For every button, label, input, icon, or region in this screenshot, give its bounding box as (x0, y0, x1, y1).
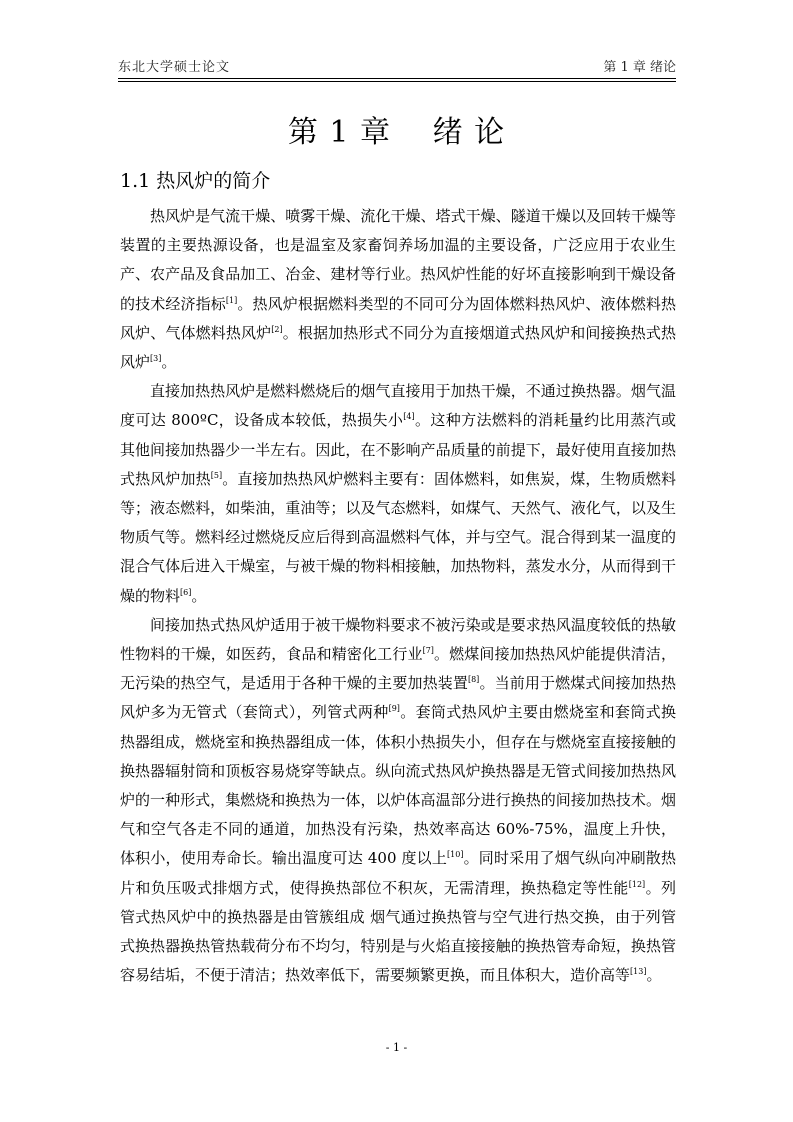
text-run: 。当前用于燃煤式间接加热热风炉多为无管式（套筒式），列管式两种 (120, 674, 676, 722)
citation-ref: [7] (422, 646, 434, 656)
header-rule-thick (118, 78, 676, 79)
text-run: 。燃煤间接加热热风炉能提供清洁，无污染的热空气，是适用于各种干燥的主要加热装置 (120, 645, 676, 693)
text-run: 。套筒式热风炉主要由燃烧室和套筒式换热器组成，燃烧室和换热器组成一体，体积小热损失小，但存在与燃烧室直接接触的换热器辐射筒和顶板容易烧穿等缺点。纵向流式热风炉换热器是无管式间接加热热风炉的一种形式，集燃烧和换热为一体，以炉体高温部分进行换热的间接加热技术。烟气和空气各走不同的通道，加热没有污染，热效率高达 60%-75%，温度上升快，体积小，使用寿命长。输出温度可达 400 度以上 (120, 703, 676, 868)
header-university-thesis: 东北大学硕士论文 (118, 60, 231, 75)
text-run: 。热风炉根据燃料类型的不同可分为固体燃料热风炉、液体燃料热风炉、气体燃料热风炉 (120, 294, 676, 342)
citation-ref: [3] (150, 354, 162, 364)
paragraph (120, 377, 676, 611)
text-run: 。 (161, 353, 177, 372)
text-run: 。根据加热形式不同分为直接烟道式热风炉和间接换热式热风炉 (120, 323, 676, 372)
page-number: - 1 - (385, 1041, 408, 1054)
text-run: 。列管式热风炉中的换热器是由管簇组成 烟气通过换热管与空气进行热交换，由于列管式换热器换热管热载荷分布不均匀，特别是与火焰直接接触的换热管寿命短，换热管容易结垢，不便于清洁；热效率低下，需要频繁更换，而且体积大，造价高等 (120, 878, 676, 985)
section-title: 1.1 热风炉的简介 (120, 170, 271, 192)
citation-ref: [8] (467, 675, 480, 685)
header-chapter: 第 1 章 绪论 (603, 60, 676, 75)
paragraph (120, 611, 676, 991)
citation-ref: [2] (271, 324, 283, 334)
citation-ref: [6] (180, 587, 192, 597)
text-run: 间接加热式热风炉适用于被干燥物料要求不被污染或是要求热风温度较低的热敏性物料的干燥，如医药，食品和精密化工行业 (120, 615, 676, 664)
paragraph (120, 202, 676, 377)
running-header (118, 56, 676, 78)
citation-ref: [10] (447, 850, 464, 860)
text-run: 。 (191, 586, 207, 605)
header-rule-thin (118, 81, 676, 82)
body-text (120, 202, 676, 990)
text-run: 。 (646, 966, 662, 985)
text-run: 热风炉是气流干燥、喷雾干燥、流化干燥、塔式干燥、隧道干燥以及回转干燥等装置的主要热源设备，也是温室及家畜饲养场加温的主要设备，广泛应用于农业生产、农产品及食品加工、冶金、建材等行业。热风炉性能的好坏直接影响到干燥设备的技术经济指标 (120, 207, 676, 313)
citation-ref: [1] (225, 295, 238, 305)
citation-ref: [5] (210, 470, 223, 480)
citation-ref: [4] (403, 412, 415, 422)
text-run: 。同时采用了烟气纵向冲刷散热片和负压吸式排烟方式，使得换热部位不积灰，无需清理，换热稳定等性能 (120, 849, 676, 897)
text-run: 。直接加热热风炉燃料主要有：固体燃料，如焦炭，煤，生物质燃料等；液态燃料，如柴油，重油等；以及气态燃料，如煤气、天然气、液化气，以及生物质气等。燃料经过燃烧反应后得到高温燃料气体，并与空气。混合得到某一温度的混合气体后进入干燥室，与被干燥的物料相接触，加热物料，蒸发水分，从而得到干燥的物料 (120, 469, 676, 605)
text-run: 。这种方法燃料的消耗量约比用蒸汽或其他间接加热器少一半左右。因此，在不影响产品质量的前提下，最好使用直接加热式热风炉加热 (120, 411, 676, 488)
citation-ref: [9] (388, 704, 400, 714)
citation-ref: [12] (628, 879, 646, 889)
chapter-title: 第 1 章 绪 论 (287, 115, 506, 150)
text-run: 直接加热热风炉是燃料燃烧后的烟气直接用于加热干燥，不通过换热器。烟气温度可达 800ºC，设备成本较低，热损失小 (120, 382, 676, 430)
citation-ref: [13] (630, 967, 647, 977)
